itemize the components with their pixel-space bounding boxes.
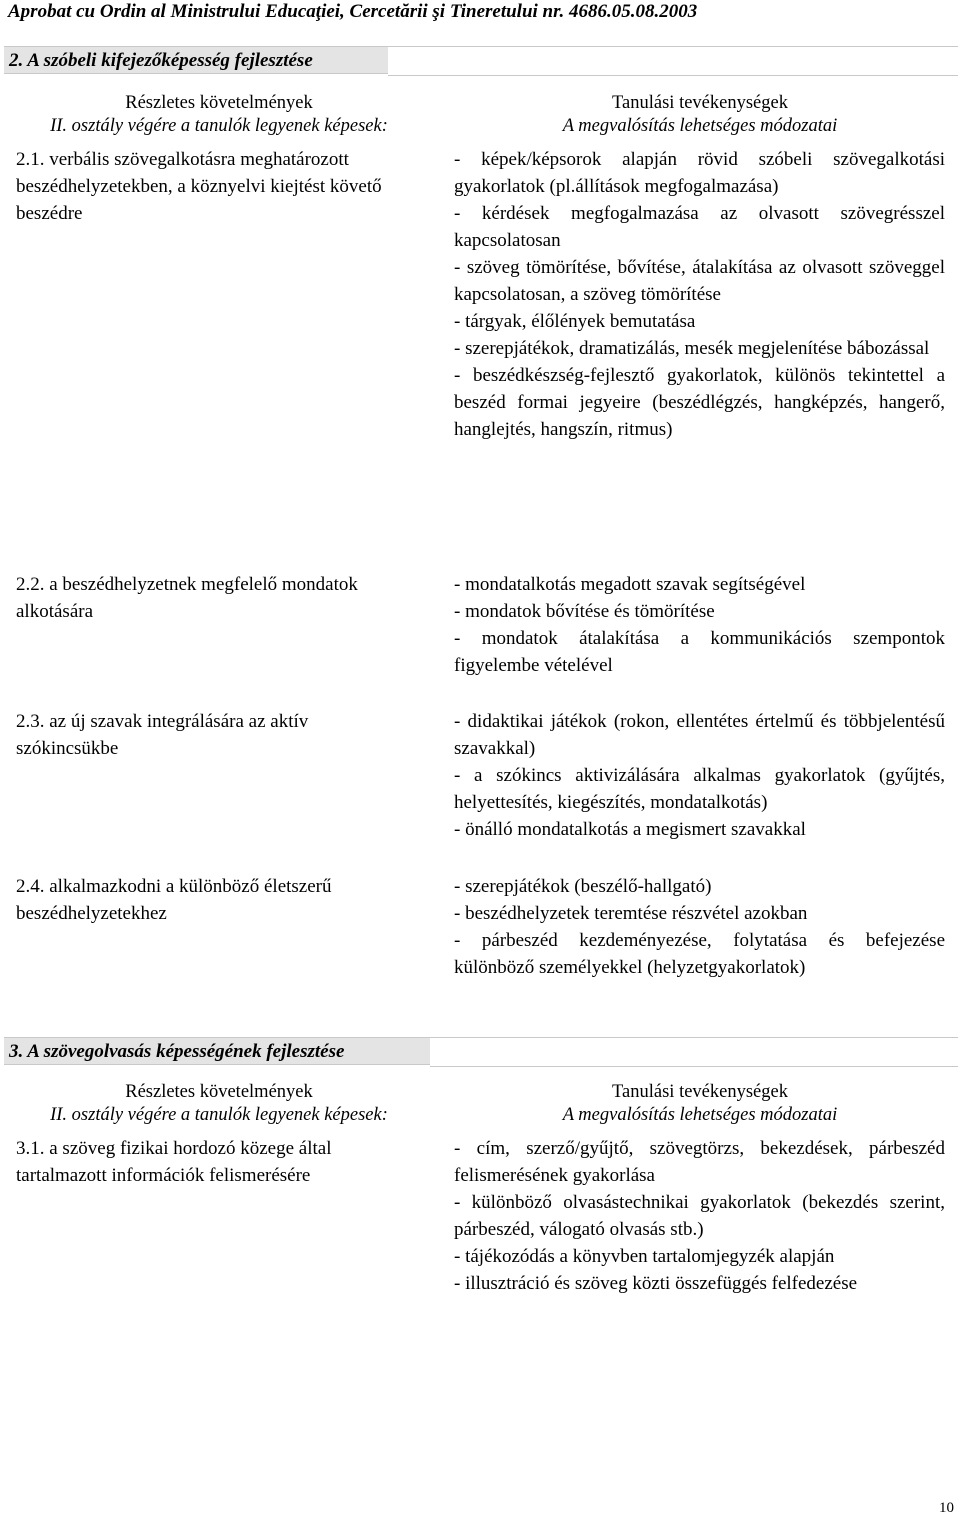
section-3-rule (430, 1037, 958, 1067)
activity-item: - a szókincs aktivizálására alkalmas gyakorlatok (gyűjtés, helyettesítés, kiegészítés, mondatalkotás) (454, 765, 945, 813)
section-2-right-column-header (440, 92, 960, 138)
document-header: Aprobat cu Ordin al Ministrului Educaţiei, Cercetării şi Tineretului nr. 4686.05.08.2003 (8, 1, 698, 22)
activities-2-3 (454, 708, 945, 843)
activities-heading: Tanulási tevékenységek (612, 1082, 788, 1102)
requirement-2-2: 2.2. a beszédhelyzetnek megfelelő mondatok alkotására (16, 574, 358, 622)
activity-item: - mondatok átalakítása a kommunikációs szempontok figyelembe vételével (454, 628, 945, 676)
activity-item: - beszédkészség-fejlesztő gyakorlatok, különös tekintettel a beszéd formai jegyeire (beszédlégzés, hangképzés, hangerő, hanglejtés, hangszín, ritmus) (454, 365, 945, 440)
activities-2-1 (454, 146, 945, 443)
activities-2-2 (454, 571, 945, 679)
section-2-rule (388, 46, 958, 76)
activity-item: - beszédhelyzetek teremtése részvétel azokban (454, 903, 808, 924)
activities-subheading: A megvalósítás lehetséges módozatai (562, 116, 838, 136)
requirements-subheading: II. osztály végére a tanulók legyenek képesek: (50, 1105, 388, 1125)
activities-3-1 (454, 1135, 945, 1297)
requirements-heading: Részletes követelmények (125, 1082, 313, 1102)
activities-2-4 (454, 873, 945, 981)
requirement-2-3: 2.3. az új szavak integrálására az aktív szókincsükbe (16, 711, 309, 759)
activity-item: - önálló mondatalkotás a megismert szavakkal (454, 819, 806, 840)
activity-item: - szerepjátékok (beszélő-hallgató) (454, 876, 712, 897)
section-2-title: 2. A szóbeli kifejezőképesség fejlesztése (4, 46, 388, 74)
activity-item: - mondatalkotás megadott szavak segítségével (454, 574, 806, 595)
page-number: 10 (939, 1500, 954, 1516)
activities-heading: Tanulási tevékenységek (612, 93, 788, 113)
activity-item: - mondatok bővítése és tömörítése (454, 601, 715, 622)
activity-item: - illusztráció és szöveg közti összefüggés felfedezése (454, 1273, 858, 1294)
section-2-left-column-header (4, 92, 434, 138)
requirement-3-1: 3.1. a szöveg fizikai hordozó közege által tartalmazott információk felismerésére (16, 1138, 332, 1186)
section-3-title: 3. A szövegolvasás képességének fejlesztése (4, 1037, 430, 1065)
requirement-2-4: 2.4. alkalmazkodni a különböző életszerű beszédhelyzetekhez (16, 876, 332, 924)
activities-subheading: A megvalósítás lehetséges módozatai (562, 1105, 838, 1125)
requirements-heading: Részletes követelmények (125, 93, 313, 113)
activity-item: - szerepjátékok, dramatizálás, mesék megjelenítése bábozással (454, 338, 930, 359)
activity-item: - párbeszéd kezdeményezése, folytatása és befejezése különböző személyekkel (helyzetgyakorlatok) (454, 930, 945, 978)
activity-item: - tárgyak, élőlények bemutatása (454, 311, 696, 332)
activity-item: - különböző olvasástechnikai gyakorlatok (bekezdés szerint, párbeszéd, válogató olvasás stb.) (454, 1192, 945, 1240)
requirements-subheading: II. osztály végére a tanulók legyenek képesek: (50, 116, 388, 136)
activity-item: - tájékozódás a könyvben tartalomjegyzék alapján (454, 1246, 835, 1267)
activity-item: - didaktikai játékok (rokon, ellentétes értelmű és többjelentésű szavakkal) (454, 711, 945, 759)
requirement-2-1: 2.1. verbális szövegalkotásra meghatározott beszédhelyzetekben, a köznyelvi kiejtést követő beszédre (16, 149, 382, 224)
activity-item: - kérdések megfogalmazása az olvasott szövegrésszel kapcsolatosan (454, 203, 945, 251)
section-3-left-column-header (4, 1081, 434, 1127)
activity-item: - szöveg tömörítése, bővítése, átalakítása az olvasott szöveggel kapcsolatosan, a szöveg tömörítése (454, 257, 945, 305)
activity-item: - képek/képsorok alapján rövid szóbeli szövegalkotási gyakorlatok (pl.állítások megfogalmazása) (454, 149, 945, 197)
activity-item: - cím, szerző/gyűjtő, szövegtörzs, bekezdések, párbeszéd felismerésének gyakorlása (454, 1138, 945, 1186)
section-3-right-column-header (440, 1081, 960, 1127)
